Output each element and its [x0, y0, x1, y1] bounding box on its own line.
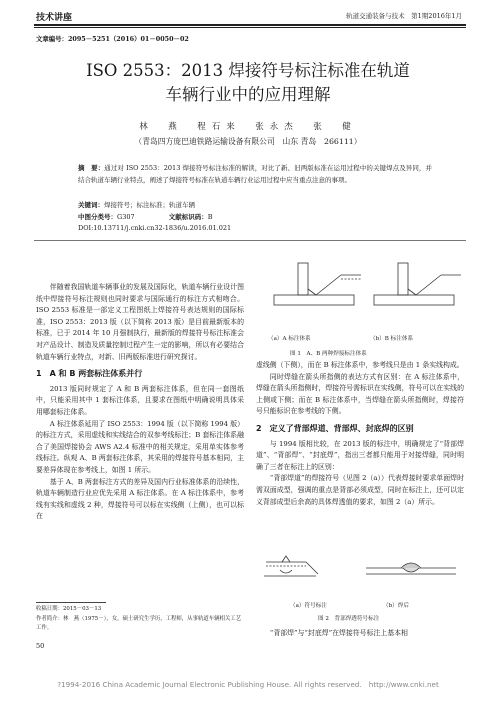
fig1-caption-b: （b）B 标注体系: [370, 336, 414, 342]
right-column-lower: [256, 628, 464, 640]
keywords-text: 焊接符号；标注标准；轨道车辆: [104, 201, 195, 209]
header-rule-thin: [34, 27, 466, 28]
doc-code: B: [207, 213, 213, 221]
copyright-notice: ?1994-2016 China Academic Journal Electronic Publishing House. All rights reserved. http://www.cnki.net: [57, 680, 439, 689]
fig2-caption-b: （b）焊后: [383, 603, 409, 609]
paper-title-line2: 车辆行业中的应用理解: [165, 85, 331, 104]
class-label: 中图分类号：: [78, 213, 117, 221]
paragraph: “背部焊道”的焊接符号（见图 2（a））代表焊接时要求单面焊时需双面成型，强调的重点是背部必须成型，同时在标注上，还可以定义背部成型后余高的具体焊透值的要求，如图 2（a）所示。: [256, 474, 464, 506]
figure-1: [256, 255, 466, 330]
left-column: [36, 282, 244, 523]
fig2-b-drawing: [366, 563, 456, 574]
affiliation: （青岛四方庞巴迪铁路运输设备有限公司 山东 青岛 266111）: [134, 137, 362, 146]
keywords-label: 关键词：: [78, 201, 104, 209]
doi: DOI:10.13711/j.cnki.cn32-1836/u.2016.01.021: [78, 224, 232, 232]
paper-title-line1: ISO 2553：2013 焊接符号标注标准在轨道: [86, 61, 410, 80]
fig1-a-drawing: [274, 263, 361, 305]
abstract-label: 摘 要：: [78, 164, 105, 172]
intro-paragraph: 伴随着我国轨道车辆事业的发展及国际化，轨道车辆行业设计图纸中焊接符号标注规则也同时要求与国际通行的标注方式相吻合。ISO 2553 标准是一部定义工程图纸上焊接符号表达规则的国际标准，ISO 2553：2013 版（以下简称 2013 版）是目前最新版本的标准，已于 2014 年 10 月强制执行，最新版的焊接符号标注标准会对产品设计、制造及质量控制过程产生一定的影响，所以有必要结合轨道车辆行业特点，对新、旧两版标准进行研究探讨。: [36, 283, 244, 361]
abstract: [78, 162, 432, 186]
abstract-text: 通过对 ISO 2553：2013 焊接符号标注标准的解读，对比了新、旧两版标准在运用过程中的关键焊点及异同，并结合轨道车辆行业特点，阐述了焊接符号标准在轨道车辆行业运用过程中应当重点注意的事项。: [78, 164, 432, 184]
fig1-title: 图 1 A、B 两种焊接标注体系: [290, 351, 367, 357]
paragraph: 基于 A、B 两套标注方式的差异及国内行业标准体系的沿续性，轨道车辆制造行业应优先采用 A 标注体系。在 A 标注体系中，参考线有实线和虚线 2 种，焊接符号可以标在实线侧（上侧），也可以标在: [36, 477, 244, 521]
author-bio: 作者简介：林 燕（1975－），女，硕士研究生学历，工程师，从事轨道车辆相关工艺工作。: [36, 616, 242, 631]
fig1-caption-a: （a）A 标注体系: [268, 336, 311, 342]
classification: [78, 212, 213, 221]
page-number: 50: [36, 642, 45, 650]
figure-2: [256, 538, 466, 598]
paragraph: 与 1994 版相比较，在 2013 版的标注中，明确规定了“背部焊道”、“背部焊”、“封底焊”，指出三者都只能用于对接焊缝，同时明确了三者在标注上的区别：: [256, 439, 464, 471]
paragraph: A 标注体系延用了 ISO 2553：1994 版（以下简称 1994 版）的标注方式，采用虚线和实线结合的双参考线标注；B 套标注体系融合了美国焊接协会 AWS A2.4 标准中的相关规定，采用单实体参考线标注。纵观 A、B 两套标注体系，其采用的焊接符号基本相同，主要差异体现在参考线上，如图 1 所示。: [36, 419, 244, 474]
class-code: G307: [117, 213, 135, 221]
paragraph: 同时焊缝在箭头所指侧的表达方式有区别：在 A 标注体系中，焊缝在箭头所指侧时，焊接符号需标识在实线侧，符号可以在实线的上侧或下侧；而在 B 标注体系中，当焊缝在箭头所指侧时，焊接符号只能标识在参考线的下侧。: [256, 372, 464, 416]
section-label: 技术讲座: [36, 13, 73, 23]
article-number: 文章编号：2095－5251（2016）01－0050－02: [36, 35, 189, 43]
fig2-title: 图 2 背部焊透符号标注: [318, 616, 380, 622]
paragraph: 虚线侧（下侧），而在 B 标注体系中，参考线只是由 1 条实线构成。: [256, 361, 464, 369]
doc-label: 文献标识码：: [168, 213, 208, 221]
fig2-caption-a: （a）符号标注: [290, 603, 327, 609]
section-heading-1: 1 A 和 B 两套标注体系并行: [36, 369, 143, 379]
right-column: [256, 360, 464, 508]
authors: 林 燕 程石来 张永杰 张 健: [139, 122, 357, 132]
section-heading-2: 2 定义了背部焊道、背部焊、封底焊的区别: [256, 423, 414, 433]
abstract-separator: [34, 240, 466, 241]
paragraph: “背部焊”与“封底焊”在焊接符号标注上基本相: [269, 629, 408, 637]
received-date: 收稿日期：2015－03－13: [36, 606, 102, 612]
keywords: [78, 200, 195, 209]
header-rule: [34, 24, 466, 26]
footnote-rule: [36, 602, 106, 603]
fig2-a-drawing: [264, 556, 318, 576]
journal-info: 轨道交通装备与技术 第1期2016年1月: [346, 12, 462, 20]
paragraph: 2013 版同时规定了 A 和 B 两套标注体系，但在同一套图纸中，只能采用其中 1 套标注体系，且要求在图纸中明确说明具体采用哪套标注体系。: [36, 384, 244, 416]
fig1-b-drawing: [374, 263, 461, 305]
